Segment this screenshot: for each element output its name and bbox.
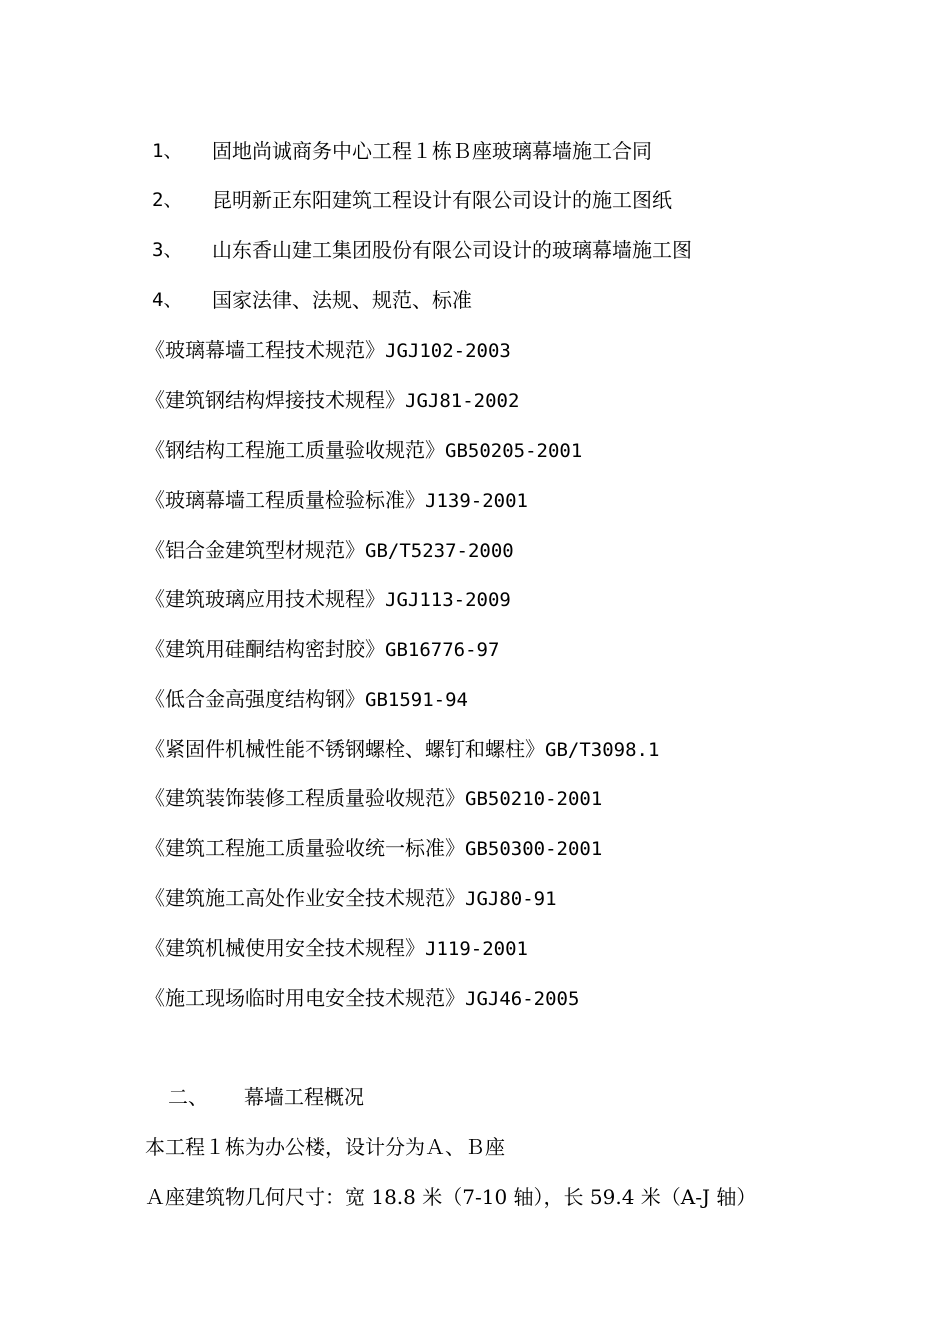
standard-title: 《建筑施工高处作业安全技术规范》 — [145, 886, 465, 910]
standard-title: 《建筑玻璃应用技术规程》 — [145, 587, 385, 611]
standard-title: 《建筑钢结构焊接技术规程》 — [145, 388, 405, 412]
standard-code: JGJ102-2003 — [385, 340, 511, 362]
standard-code: GB16776-97 — [385, 639, 500, 661]
standard-code: JGJ81-2002 — [405, 390, 520, 412]
basis-item-number: 4、 — [152, 289, 183, 311]
basis-item-text: 山东香山建工集团股份有限公司设计的玻璃幕墙施工图 — [212, 238, 692, 262]
standard-code: GB/T3098.1 — [545, 739, 660, 761]
paragraph-text: 本工程１栋为办公楼，设计分为Ａ、Ｂ座 — [145, 1135, 505, 1159]
standard-title: 《建筑工程施工质量验收统一标准》 — [145, 836, 465, 860]
standard-code: J139-2001 — [425, 490, 528, 512]
standard-title: 《铝合金建筑型材规范》 — [145, 538, 365, 562]
standard-title: 《建筑机械使用安全技术规程》 — [145, 936, 425, 960]
standard-title: 《紧固件机械性能不锈钢螺栓、螺钉和螺柱》 — [145, 737, 545, 761]
standard-code: GB/T5237-2000 — [365, 540, 514, 562]
standard-title: 《钢结构工程施工质量验收规范》 — [145, 438, 445, 462]
standard-code: GB50205-2001 — [445, 440, 583, 462]
basis-item-text: 昆明新正东阳建筑工程设计有限公司设计的施工图纸 — [212, 188, 672, 212]
paragraph-text: Ａ座建筑物几何尺寸：宽 18.8 米（7-10 轴），长 59.4 米（A-J 轴） — [145, 1185, 757, 1209]
standard-code: GB50210-2001 — [465, 788, 603, 810]
basis-item-number: 3、 — [152, 239, 183, 261]
basis-item-number: 1、 — [152, 140, 183, 162]
standard-title: 《建筑装饰装修工程质量验收规范》 — [145, 786, 465, 810]
standard-code: JGJ113-2009 — [385, 589, 511, 611]
standard-title: 《建筑用硅酮结构密封胶》 — [145, 637, 385, 661]
basis-item-text: 国家法律、法规、规范、标准 — [212, 288, 472, 312]
section-number: 二、 — [168, 1085, 208, 1109]
standard-code: GB50300-2001 — [465, 838, 603, 860]
basis-item-text: 固地尚诚商务中心工程１栋Ｂ座玻璃幕墙施工合同 — [212, 139, 652, 163]
basis-item-number: 2、 — [152, 189, 183, 211]
standard-code: JGJ46-2005 — [465, 988, 580, 1010]
section-title: 幕墙工程概况 — [244, 1085, 364, 1109]
standard-title: 《玻璃幕墙工程质量检验标准》 — [145, 488, 425, 512]
standard-title: 《低合金高强度结构钢》 — [145, 687, 365, 711]
standard-title: 《施工现场临时用电安全技术规范》 — [145, 986, 465, 1010]
standard-title: 《玻璃幕墙工程技术规范》 — [145, 338, 385, 362]
standard-code: J119-2001 — [425, 938, 528, 960]
standard-code: GB1591-94 — [365, 689, 468, 711]
standard-code: JGJ80-91 — [465, 888, 557, 910]
